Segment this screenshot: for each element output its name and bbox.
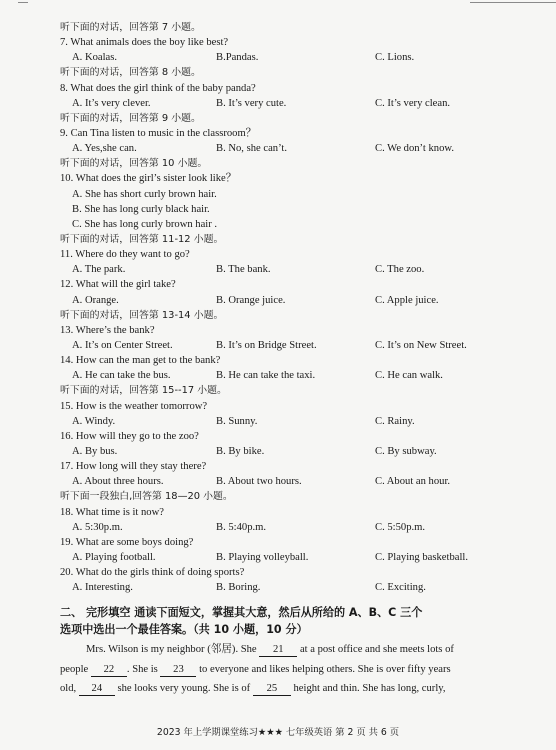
passage-text: to everyone and likes helping others. She is over fifty years (196, 663, 451, 675)
options-row (60, 474, 540, 489)
answer-option-b[interactable]: B.Pandas. (216, 52, 259, 64)
blank-21[interactable]: 21 (259, 644, 297, 657)
passage-line-3 (60, 679, 548, 699)
answer-option-c[interactable]: C. Lions. (375, 52, 415, 64)
question-text: 13. Where’s the bank? (60, 324, 155, 336)
answer-option-c[interactable]: C. It’s on New Street. (375, 339, 467, 351)
answer-option-c[interactable]: C. By subway. (375, 445, 437, 457)
section-2-heading (60, 604, 540, 638)
answer-option-b[interactable]: B. Boring. (216, 582, 261, 594)
listening-instruction: 听下面的对话，回答第 8 小题。 (60, 67, 201, 79)
passage-text: people (60, 663, 89, 675)
answer-option-c[interactable]: C. About an hour. (375, 476, 451, 488)
question-text: 11. Where do they want to go? (60, 249, 190, 261)
answer-option-a[interactable]: A. By bus. (72, 445, 118, 457)
blank-24[interactable]: 24 (79, 683, 115, 696)
listening-instruction: 听下面的对话，回答第 7 小题。 (60, 22, 201, 33)
question-text: 9. Can Tina listen to music in the classroom？ (60, 127, 257, 139)
options-row (60, 444, 540, 459)
passage-line-2 (60, 660, 548, 680)
answer-option-a[interactable]: A. Orange. (72, 294, 119, 306)
question-text: 7. What animals does the boy like best? (60, 37, 229, 49)
section-2-line-2: 选项中选出一个最佳答案。（共 10 小题，10 分） (60, 623, 308, 636)
answer-option-b[interactable]: B. No, she can’t. (216, 143, 288, 155)
options-row (60, 520, 540, 535)
options-row (60, 141, 540, 156)
answer-option-b[interactable]: B. She has long curly black hair. (72, 203, 210, 215)
question-text: 8. What does the girl think of the baby panda? (60, 82, 256, 94)
options-row (60, 262, 540, 277)
question-text: 19. What are some boys doing? (60, 536, 194, 548)
options-row (60, 368, 540, 383)
answer-option-a[interactable]: A. He can take the bus. (72, 370, 171, 382)
cloze-passage (60, 640, 548, 699)
answer-option-a[interactable]: A. It’s very clever. (72, 97, 151, 109)
answer-option-b[interactable]: B. By bike. (216, 445, 265, 457)
answer-option-b[interactable]: B. 5:40p.m. (216, 521, 267, 533)
passage-text: she looks very young. She is of (114, 683, 251, 695)
options-row (60, 550, 540, 565)
question-text: 12. What will the girl take? (60, 279, 176, 291)
passage-text: height and thin. She has long, curly, (290, 683, 446, 695)
options-row (60, 96, 540, 111)
answer-option-b[interactable]: B. Playing volleyball. (216, 551, 309, 563)
answer-option-c[interactable]: C. 5:50p.m. (375, 521, 426, 533)
section-2-line-1: 二、 完形填空 通读下面短文，掌握其大意，然后从所给的 A、B、C 三个 (60, 606, 423, 619)
answer-option-c[interactable]: C. It’s very clean. (375, 97, 451, 109)
options-row (60, 580, 540, 595)
listening-instruction: 听下面的对话，回答第 10 小题。 (60, 158, 208, 170)
blank-22[interactable]: 22 (91, 664, 127, 677)
answer-option-a[interactable]: A. The park. (72, 264, 126, 276)
top-edge (0, 0, 556, 4)
answer-option-c[interactable]: C. We don’t know. (375, 143, 454, 155)
answer-option-a[interactable]: A. Interesting. (72, 582, 133, 594)
question-text: 17. How long will they stay there? (60, 461, 207, 473)
answer-option-a[interactable]: A. It’s on Center Street. (72, 339, 173, 351)
answer-option-b[interactable]: B. It’s on Bridge Street. (216, 339, 317, 351)
listening-instruction: 听下面的对话，回答第 11-12 小题。 (60, 233, 224, 245)
passage-text: Mrs. Wilson is my neighbor (邻居). She (86, 644, 257, 655)
listening-instruction: 听下面一段独白,回答第 18—20 小题。 (60, 491, 233, 503)
listening-instruction: 听下面的对话，回答第 9 小题。 (60, 112, 201, 124)
question-text: 10. What does the girl’s sister look like？ (60, 173, 237, 185)
question-text: 20. What do the girls think of doing sports? (60, 567, 245, 579)
passage-text: at a post office and she meets lots of (297, 644, 454, 655)
options-row (60, 338, 540, 353)
answer-option-a[interactable]: A. Windy. (72, 415, 116, 427)
options-row (60, 414, 540, 429)
answer-option-b[interactable]: B. It’s very cute. (216, 97, 287, 109)
answer-option-c[interactable]: C. Rainy. (375, 415, 415, 427)
answer-option-c[interactable]: C. She has long curly brown hair . (72, 218, 218, 230)
options-row (60, 50, 540, 65)
passage-text: . She is (126, 663, 158, 675)
answer-option-a[interactable]: A. Koalas. (72, 52, 118, 64)
blank-23[interactable]: 23 (160, 664, 196, 677)
passage-text: old, (60, 683, 77, 695)
question-text: 18. What time is it now? (60, 506, 164, 518)
answer-option-b[interactable]: B. About two hours. (216, 476, 302, 488)
question-list (60, 20, 540, 595)
answer-option-c[interactable]: C. He can walk. (375, 370, 443, 382)
answer-option-b[interactable]: B. The bank. (216, 264, 271, 276)
answer-option-a[interactable]: A. About three hours. (72, 476, 164, 488)
question-text: 16. How will they go to the zoo? (60, 430, 199, 442)
answer-option-a[interactable]: A. Yes,she can. (72, 143, 137, 155)
answer-option-c[interactable]: C. Apple juice. (375, 294, 439, 306)
answer-option-c[interactable]: C. Exciting. (375, 582, 426, 594)
answer-option-a[interactable]: A. 5:30p.m. (72, 521, 123, 533)
listening-instruction: 听下面的对话，回答第 13-14 小题。 (60, 309, 224, 321)
page-footer: 2023 年上学期课堂练习★★★ 七年级英语 第 2 页 共 6 页 (156, 727, 400, 738)
answer-option-b[interactable]: B. Orange juice. (216, 294, 286, 306)
answer-option-a[interactable]: A. Playing football. (72, 551, 156, 563)
question-text: 15. How is the weather tomorrow? (60, 400, 208, 412)
listening-instruction: 听下面的对话，回答第 15--17 小题。 (60, 385, 227, 397)
options-row (60, 293, 540, 308)
answer-option-c[interactable]: C. Playing basketball. (375, 551, 468, 563)
answer-option-b[interactable]: B. Sunny. (216, 415, 258, 427)
answer-option-a[interactable]: A. She has short curly brown hair. (72, 188, 217, 200)
passage-line-1 (60, 640, 548, 660)
answer-option-c[interactable]: C. The zoo. (375, 264, 425, 276)
blank-25[interactable]: 25 (253, 683, 291, 696)
question-text: 14. How can the man get to the bank? (60, 355, 221, 367)
answer-option-b[interactable]: B. He can take the taxi. (216, 370, 316, 382)
